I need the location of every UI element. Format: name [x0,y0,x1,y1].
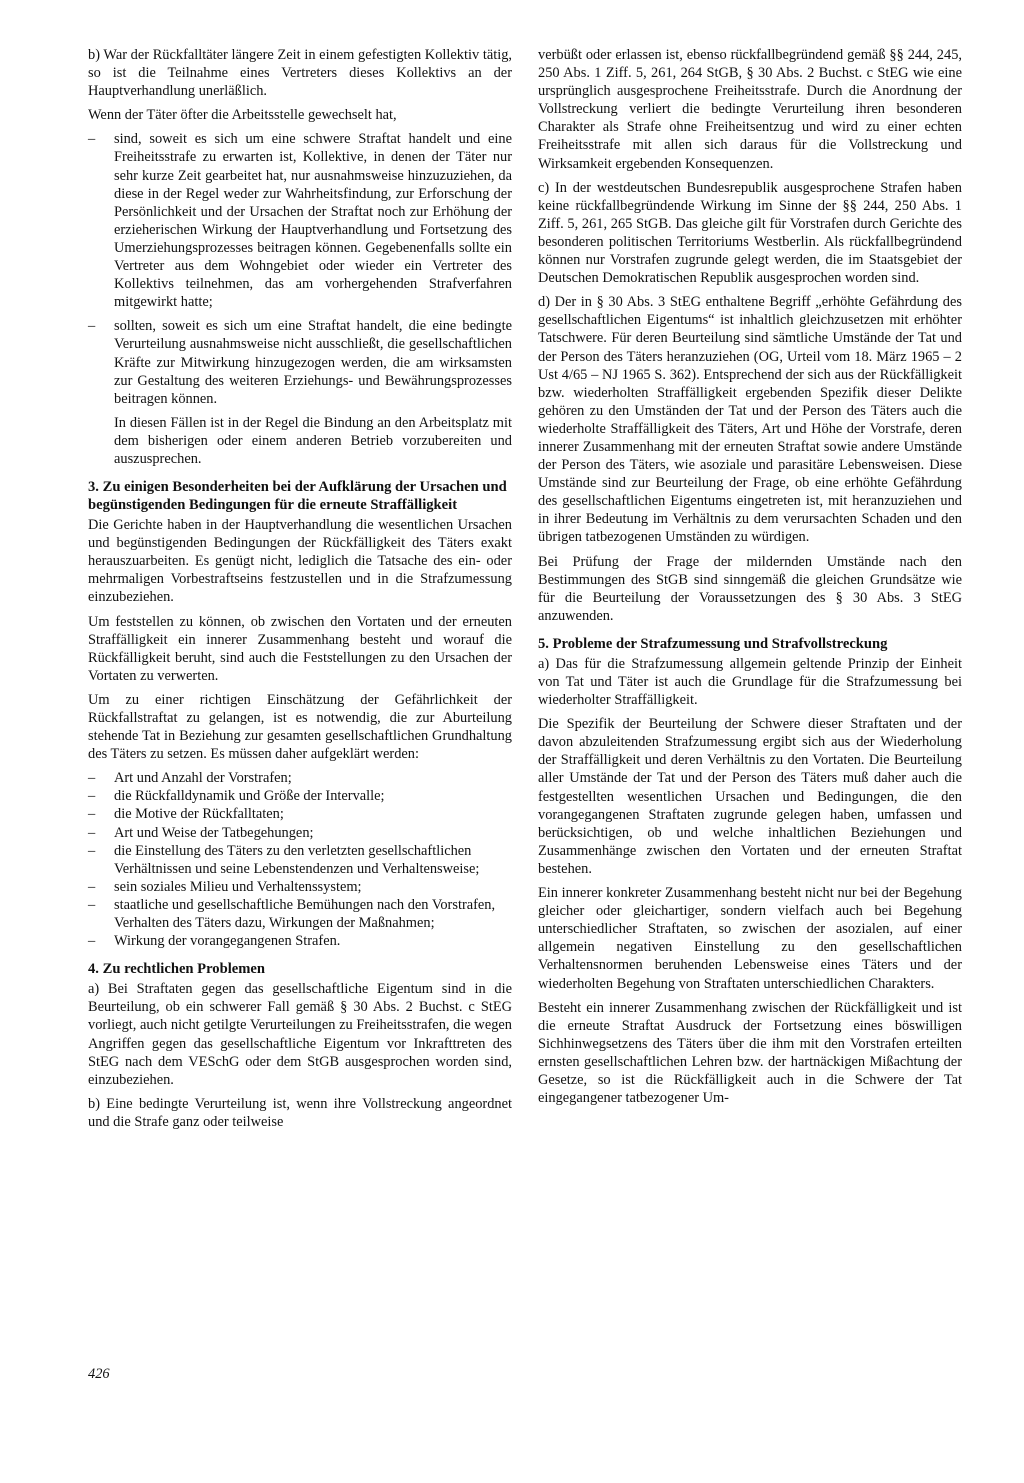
paragraph-gerichte: Die Gerichte haben in der Hauptverhandlung die wesentlichen Ursachen und begünstigenden Bedingungen der Rückfälligkeit des Täters exakt herauszuarbeiten. Es genügt nicht, lediglich die Tatsache des ein- oder mehrmaligen Vorbestraftseins festzustellen und in die Strafzumessung einzubeziehen. [88,517,512,606]
dash-marker: – [88,770,96,787]
list-item-text: Art und Anzahl der Vorstrafen; [114,770,292,787]
dash-item-schwere-straftat [88,130,512,311]
list-item [88,805,512,823]
paragraph-bindung: In diesen Fällen ist in der Regel die Bindung an den Arbeitsplatz mit dem bisherigen oder einem anderen Betrieb vorzubereiten und auszusprechen. [114,414,512,467]
paragraph-spezifik: Die Spezifik der Beurteilung der Schwere dieser Straftaten und der davon abzuleitenden Strafzumessung ergibt sich aus der Wiederholung der Straffälligkeit und deren Verhältnis zu den Vortaten. Die Beurteilung aller Umstände der Tat und der Person des Täters muß daher auch die festgestellten wesentlichen Ursachen und Bedingungen, die den vorangegangenen Straftaten zugrunde gelegen haben, umfassen und berücksichtigen, ob und welche inhaltlichen Beziehungen und Zusammenhänge zwischen den Vortaten und der erneuten Straftat bestehen. [538,716,962,877]
list-item [88,878,512,896]
aufklaerung-list [88,769,512,950]
list-item [88,769,512,787]
page-number: 426 [88,1366,110,1382]
dash-marker: – [88,824,96,841]
paragraph-4a: a) Bei Straftaten gegen das gesellschaftliche Eigentum sind in die Beurteilung, ob ein schwerer Fall gemäß § 30 Abs. 2 Buchst. c StEG vorliegt, auch nicht getilgte Verurteilungen zu Freiheitsstrafen, die wegen Angriffen gegen das gesellschaftliche Eigentum vor Inkrafttreten des StEG nach dem VESchG oder dem StGB ausgesprochen worden sind, einzubeziehen. [88,981,512,1088]
dash-marker: – [88,896,96,913]
paragraph-arbeitsstelle: Wenn der Täter öfter die Arbeitsstelle gewechselt hat, [88,107,397,124]
paragraph-b-rueckfalltaeter: b) War der Rückfalltäter längere Zeit in einem gefestigten Kollektiv tätig, so ist die Teilnahme eines Vertreters dieses Kollektivs an der Hauptverhandlung unerläßlich. [88,47,512,100]
list-item-text: staatliche und gesellschaftliche Bemühungen nach den Vorstrafen, Verhalten des Täters dazu, Wirkungen der Maßnahmen; [114,896,496,932]
list-item-text: die Einstellung des Täters zu den verletzten gesellschaftlichen Verhältnissen und seine Lebenstendenzen und Verhaltensweise; [114,842,480,877]
paragraph-4d: d) Der in § 30 Abs. 3 StEG enthaltene Begriff „erhöhte Gefährdung des gesellschaftlichen Eigentums“ ist inhaltlich gleichzusetzen mit erhöhter Tatschwere. Für deren Beurteilung sind sämtliche Umstände der Tat und der Person des Täters heranzuziehen (OG, Urteil vom 18. März 1965 – 2 Ust 4/65 – NJ 1965 S. 362). Entsprechend der sich aus der Rückfälligkeit bzw. wiederholten Straffälligkeit ergebenden Spezifik dieser Delikte gehören zu den Umständen der Tat und der Person des Täters auch die wiederholte Straffälligkeit des Täters, Art und Höhe der Vorstrafe, deren innerer Zusammenhang mit der erneuten Straftat sowie andere Umstände der Person des Täters, wie asoziale und parasitäre Lebensweisen. Diese Umstände sind zur Beurteilung der Frage, ob eine erhöhte Gefährdung des gesellschaftlichen Eigentums eingetreten ist, mit heranzuziehen und in ihrer Bedeutung im Verhältnis zu dem verursachten Schaden und den übrigen tatbezogenen Umständen zu würdigen. [538,294,962,546]
dash-marker: – [88,788,96,805]
paragraph-mildernde-umstaende: Bei Prüfung der Frage der mildernden Umstände nach den Bestimmungen des StGB sind sinngemäß die gleichen Grundsätze wie für die Beurteilung der Voraussetzungen des § 30 Abs. 3 StEG anzuwenden. [538,553,962,624]
list-item [88,896,512,932]
dash-item-text: sind, soweit es sich um eine schwere Straftat handelt und eine Freiheitsstrafe zu erwarten ist, Kollektive, in denen der Täter nur sehr kurze Zeit gearbeitet hat, nur ausnahmsweise hinzuzuziehen, da diese in der Regel weder zur Wahrheitsfindung, zur Erforschung der Persönlichkeit und der Ursachen der Straftat noch zur Erhöhung der erzieherischen Wirkung der Hauptverhandlung und Fortsetzung des Umerziehungsprozesses beitragen können. Gegebenenfalls sollte ein Vertreter aus dem Wohngebiet oder wieder ein Vertreter des Kollektivs teilnehmen, das am vorhergehenden Strafverfahren mitgewirkt hatte; [114,131,512,311]
list-item [88,824,512,842]
paragraph-4c: c) In der westdeutschen Bundesrepublik ausgesprochene Strafen haben keine rückfallbegründende Wirkung im Sinne der §§ 244, 250 Abs. 1 Ziff. 5, 261, 265 StGB. Das gleiche gilt für Vorstrafen durch Gerichte des besonderen politischen Territoriums Westberlin. Als rückfallbegründend können nur Vorstrafen zugrunde gelegt werden, die im Staatsgebiet der Deutschen Demokratischen Republik ausgesprochen worden sind. [538,179,962,287]
dash-marker: – [88,933,96,950]
paragraph-feststellen: Um feststellen zu können, ob zwischen den Vortaten und der erneuten Straffälligkeit ein innerer Zusammenhang besteht und worauf die Rückfälligkeit beruht, sind auch die Feststellungen zu den Ursachen der Vortaten zu verwerten. [88,613,512,684]
dash-marker: – [88,131,96,148]
dash-marker: – [88,806,96,823]
list-item-text: sein soziales Milieu und Verhaltenssystem; [114,878,362,895]
paragraph-einschaetzung: Um zu einer richtigen Einschätzung der Gefährlichkeit der Rückfallstraftat zu gelangen, ist es notwendig, die zur Aburteilung stehende Tat in Beziehung zur gesamten gesellschaftlichen Grundhaltung des Täters zu setzen. Es müssen daher aufgeklärt werden: [88,691,512,763]
list-item-text: die Motive der Rückfalltaten; [114,806,284,823]
right-column [538,46,962,1113]
paragraph-5a: a) Das für die Strafzumessung allgemein geltende Prinzip der Einheit von Tat und Täter ist auch die Grundlage für die Strafzumessung bei wiederholter Straffälligkeit. [538,655,962,709]
section-heading-4: 4. Zu rechtlichen Problemen [88,961,266,978]
list-item-text: Wirkung der vorangegangenen Strafen. [114,933,341,950]
paragraph-4b-continued: verbüßt oder erlassen ist, ebenso rückfallbegründend gemäß §§ 244, 245, 250 Abs. 1 Ziff. 5, 261, 264 StGB, § 30 Abs. 2 Buchst. c StEG wie eine ursprünglich ausgesprochene Freiheitsstrafe. Durch die Anordnung der Vollstreckung verliert die bedingte Verurteilung ihren besonderen Charakter als Strafe ohne Freiheitsentzug und wird zu einer echten Freiheitsstrafe mit allen sich daraus für die Vollstreckung und Wirksamkeit ergebenden Konsequenzen. [538,47,962,172]
left-column [88,46,512,1137]
section-heading-3: 3. Zu einigen Besonderheiten bei der Aufklärung der Ursachen und begünstigenden Bedingungen für die erneute Straffälligkeit [88,479,507,514]
dash-marker: – [88,878,96,895]
dash-marker: – [88,318,96,335]
paragraph-konkreter-zusammenhang: Ein innerer konkreter Zusammenhang besteht nicht nur bei der Begehung gleicher oder gleichartiger, sondern vielfach auch bei Begehung unterschiedlicher Straftaten, so zwischen der asozialen, auf einer allgemein negativen Einstellung zu den gesellschaftlichen Verhaltensnormen beruhenden Lebensweise eines Täters und der wiederholten Begehung von Straftaten unterschiedlichen Charakters. [538,885,962,992]
paragraph-innerer-zusammenhang: Besteht ein innerer Zusammenhang zwischen der Rückfälligkeit und ist die erneute Straftat Ausdruck der Fortsetzung eines böswilligen Sichhinwegsetzens des Täters über die ihm mit den Vorstrafen erteilten ernsten gesellschaftlichen Lehren bzw. der hartnäckigen Mißachtung der Gesetze, so ist die Rückfälligkeit auch in die Schwere der Tat eingegangener tatbezogener Um- [538,999,962,1107]
list-item [88,932,512,950]
dash-item-bedingte-verurteilung [88,317,512,407]
list-item-text: Art und Weise der Tatbegehungen; [114,824,314,841]
dash-marker: – [88,842,96,859]
section-heading-5: 5. Probleme der Strafzumessung und Strafvollstreckung [538,635,888,652]
list-item-text: die Rückfalldynamik und Größe der Intervalle; [114,788,385,805]
paragraph-4b-start: b) Eine bedingte Verurteilung ist, wenn ihre Vollstreckung angeordnet und die Strafe ganz oder teilweise [88,1095,512,1130]
dash-item-text: sollten, soweit es sich um eine Straftat handelt, die eine bedingte Verurteilung ausnahmsweise nicht ausschließt, die gesellschaftlichen Kräfte zur Mitwirkung hinzugezogen werden, die am wirksamsten zur Gestaltung des weiteren Erziehungs- und Bewährungsprozesses beitragen können. [114,318,512,407]
list-item [88,787,512,805]
list-item [88,842,512,878]
